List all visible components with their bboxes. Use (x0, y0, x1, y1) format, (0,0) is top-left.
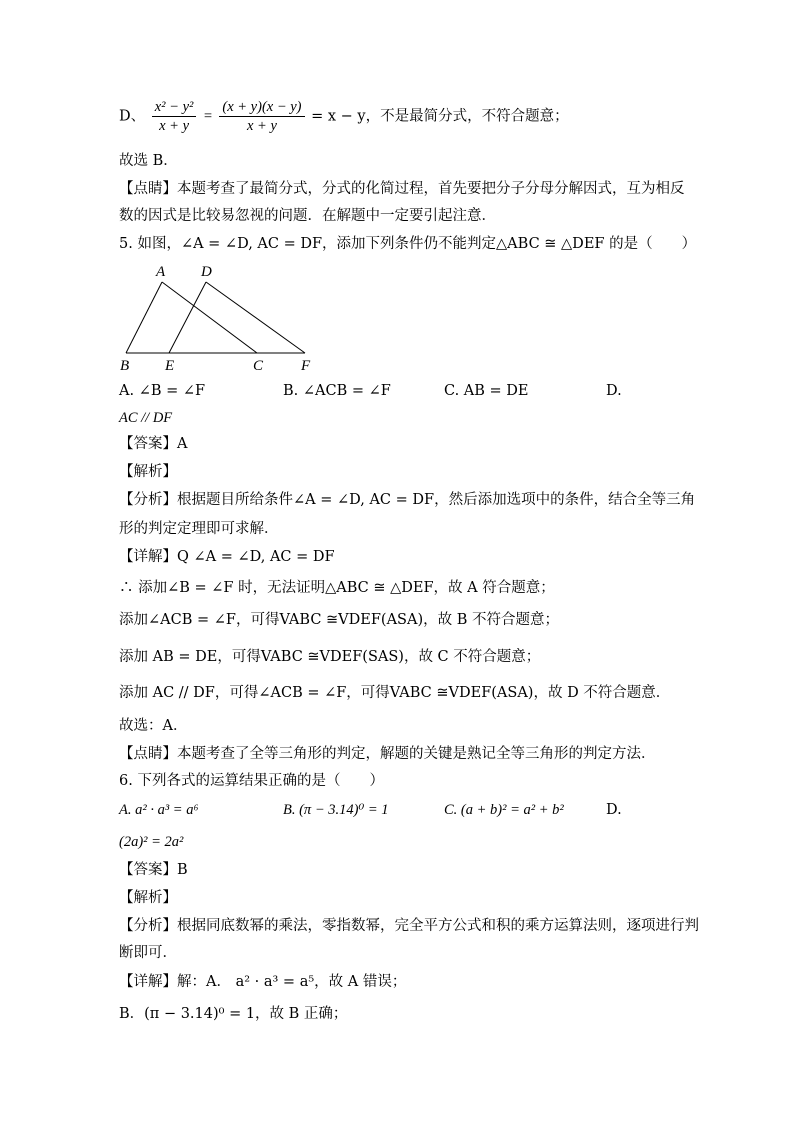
label-d: D (201, 264, 212, 280)
equals-sign: = (202, 108, 213, 125)
xiangjie5-line2: ∴ 添加∠B = ∠F 时，无法证明△ABC ≅ △DEF，故 A 符合题意； (119, 580, 555, 596)
q6-option-c: C. (a + b)² = a² + b² (444, 802, 564, 818)
label-c: C (253, 358, 264, 374)
dianjing4-line2: 数的因式是比较易忽视的问题．在解题中一定要引起注意． (119, 208, 496, 224)
q5-option-b: B. ∠ACB = ∠F (283, 383, 391, 399)
option-d-tail: = x − y，不是最简分式，不符合题意； (311, 108, 569, 125)
dianjing-5: 【点睛】本题考查了全等三角形的判定，解题的关键是熟记全等三角形的判定方法． (119, 746, 656, 762)
fraction-2-denominator: x + y (246, 118, 277, 134)
answer-5: 【答案】A (119, 436, 188, 452)
q6-option-d-label: D. (606, 802, 622, 818)
fraction-2 (219, 98, 304, 135)
xiangjie5-line1: 【详解】Q ∠A = ∠D, AC = DF (119, 549, 335, 565)
label-f: F (301, 358, 311, 374)
q6-option-b: B. (π − 3.14)⁰ = 1 (283, 802, 389, 818)
option-d-prefix: D、 (119, 108, 146, 125)
answer-6: 【答案】B (119, 862, 188, 878)
label-b: B (120, 358, 130, 374)
xiangjie5-line3: 添加∠ACB = ∠F，可得VABC ≅VDEF(ASA)，故 B 不符合题意； (119, 612, 559, 628)
q6-option-a: A. a² · a³ = a⁶ (119, 802, 199, 818)
xiangjie5-line4: 添加 AB = DE，可得VABC ≅VDEF(SAS)，故 C 不符合题意； (119, 649, 541, 665)
q5-option-d: AC // DF (119, 410, 173, 426)
jiexi-5: 【解析】 (119, 464, 177, 480)
question-6: 6. 下列各式的运算结果正确的是（ ） (119, 773, 384, 789)
label-a: A (156, 264, 166, 280)
fenxi6-line2: 断即可． (119, 945, 177, 961)
segment-ac (162, 282, 257, 353)
segment-df (206, 282, 305, 353)
q5-option-c: C. AB = DE (444, 383, 529, 399)
fenxi6-line1: 【分析】根据同底数幂的乘法，零指数幂，完全平方公式和积的乘方运算法则，逐项进行判 (119, 918, 699, 934)
fraction-1 (152, 98, 197, 135)
fraction-1-numerator: x² − y² (152, 98, 197, 117)
xiangjie6-line2: B．(π − 3.14)⁰ = 1，故 B 正确； (119, 1006, 348, 1022)
xiangjie6-line1: 【详解】解：A． a² · a³ = a⁵，故 A 错误； (119, 974, 407, 990)
fenxi5-line2: 形的判定定理即可求解． (119, 521, 279, 537)
q6-option-d: (2a)² = 2a² (119, 834, 184, 850)
question-5: 5. 如图，∠A = ∠D, AC = DF，添加下列条件仍不能判定△ABC ≅ △DEF 的是（ ） (119, 236, 697, 252)
choose-b-line: 故选 B． (119, 153, 178, 169)
option-d-line (119, 98, 569, 135)
segment-de (169, 282, 206, 353)
fenxi5-line1: 【分析】根据题目所给条件∠A = ∠D, AC = DF，然后添加选项中的条件，结合全等三角 (119, 492, 696, 508)
dianjing4-line1: 【点睛】本题考查了最简分式，分式的化简过程，首先要把分子分母分解因式，互为相反 (119, 181, 685, 197)
xiangjie5-line5: 添加 AC // DF，可得∠ACB = ∠F，可得VABC ≅VDEF(ASA)，故 D 不符合题意． (119, 685, 671, 701)
jiexi-6: 【解析】 (119, 890, 177, 906)
q5-option-d-label: D. (606, 383, 622, 399)
segment-ab (126, 282, 162, 353)
fraction-1-denominator: x + y (159, 118, 189, 134)
q5-option-a: A. ∠B = ∠F (119, 383, 206, 399)
label-e: E (165, 358, 175, 374)
triangle-figure (115, 260, 320, 375)
choose-5: 故选：A． (119, 718, 188, 734)
fraction-2-numerator: (x + y)(x − y) (219, 98, 304, 117)
